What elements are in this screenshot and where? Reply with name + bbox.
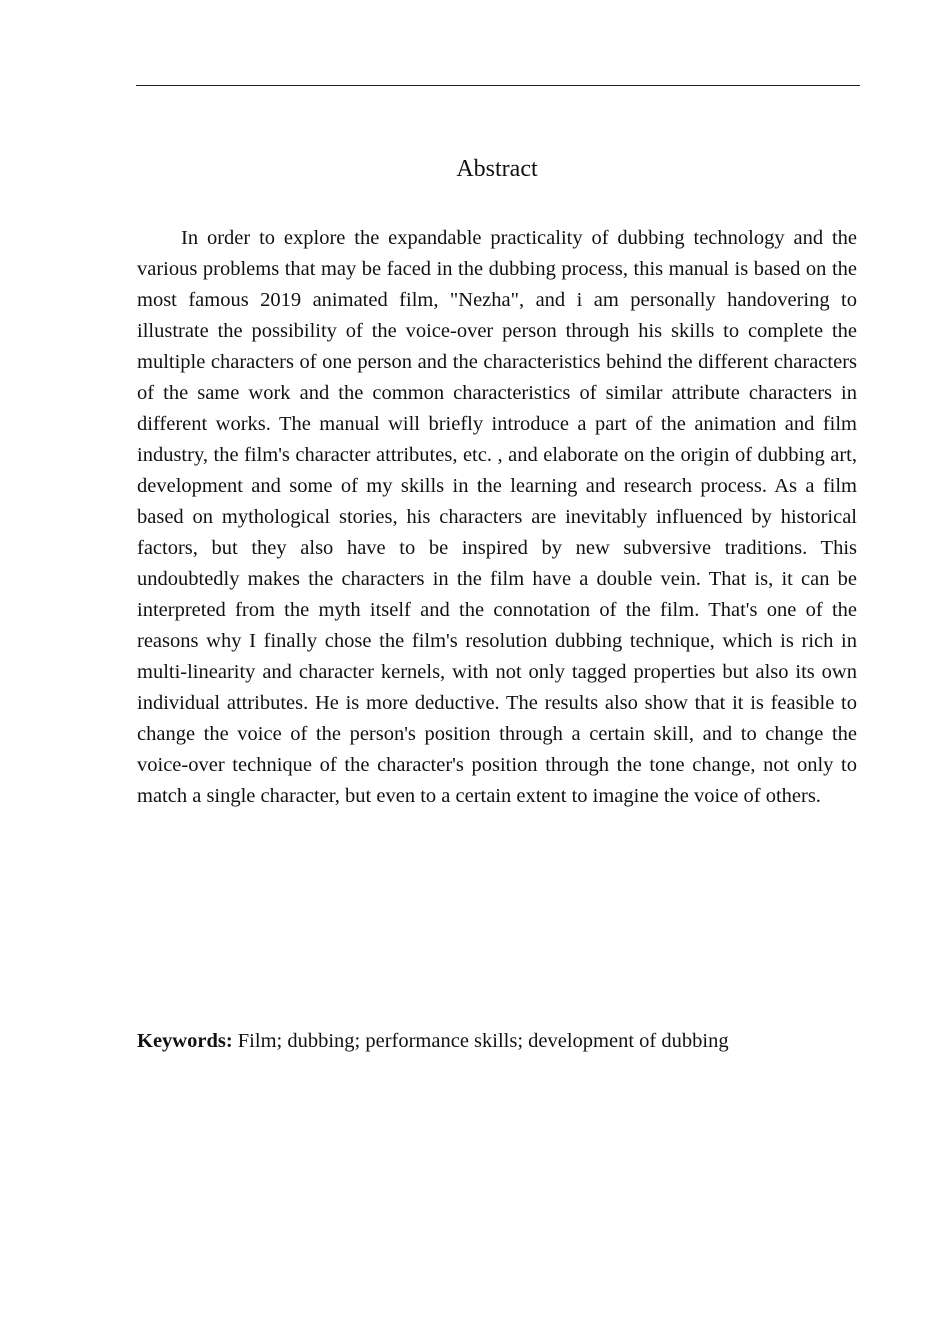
abstract-title: Abstract [456,156,538,182]
header-rule [136,85,860,86]
keywords-label: Keywords: [137,1030,233,1052]
abstract-body: In order to explore the expandable practicality of dubbing technology and the various problems that may be faced in the dubbing process, this manual is based on the most famous 2019 animated film, "Nezha", and i am personally handovering to illustrate the possibility of the voice-over person through his skills to complete the multiple characters of one person and the characteristics behind the different characters of the same work and the common characteristics of similar attribute characters in different works. The manual will briefly introduce a part of the animation and film industry, the film's character attributes, etc. , and elaborate on the origin of dubbing art, development and some of my skills in the learning and research process. As a film based on mythological stories, his characters are inevitably influenced by historical factors, but they also have to be inspired by new subversive traditions. This undoubtedly makes the characters in the film have a double vein. That is, it can be interpreted from the myth itself and the connotation of the film. That's one of the reasons why I finally chose the film's resolution dubbing technique, which is rich in multi-linearity and character kernels, with not only tagged properties but also its own individual attributes. He is more deductive. The results also show that it is feasible to change the voice of the person's position through a certain skill, and to change the voice-over technique of the character's position through the tone change, not only to match a single character, but even to a certain extent to imagine the voice of others. [137,227,857,807]
keywords-line [137,1026,857,1057]
keywords-text: Film; dubbing; performance skills; development of dubbing [232,1030,729,1052]
